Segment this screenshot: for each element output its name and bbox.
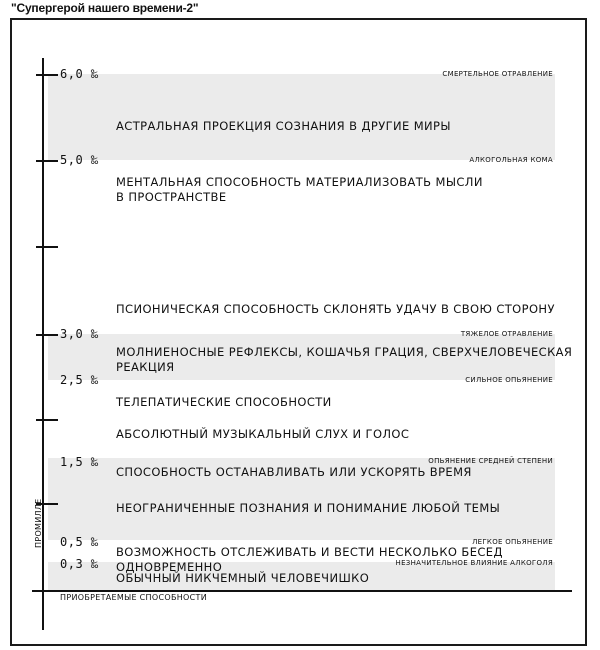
y-tick <box>36 246 58 248</box>
level-value: 3,0 ‰ <box>60 327 99 341</box>
state-label: ЛЕГКОЕ ОПЬЯНЕНИЕ <box>472 538 553 546</box>
ability-text: МОЛНИЕНОСНЫЕ РЕФЛЕКСЫ, КОШАЧЬЯ ГРАЦИЯ, СВЕРХЧЕЛОВЕЧЕСКАЯ РЕАКЦИЯ <box>116 345 573 374</box>
ability-text: ОБЫЧНЫЙ НИКЧЕМНЫЙ ЧЕЛОВЕЧИШКО <box>116 571 370 585</box>
level-value: 2,5 ‰ <box>60 373 99 387</box>
y-tick <box>36 160 58 162</box>
x-axis-label: ПРИОБРЕТАЕМЫЕ СПОСОБНОСТИ <box>60 593 207 602</box>
ability-text: СПОСОБНОСТЬ ОСТАНАВЛИВАТЬ ИЛИ УСКОРЯТЬ ВРЕМЯ <box>116 465 472 479</box>
state-label: НЕЗНАЧИТЕЛЬНОЕ ВЛИЯНИЕ АЛКОГОЛЯ <box>395 559 553 567</box>
ability-text: ПСИОНИЧЕСКАЯ СПОСОБНОСТЬ СКЛОНЯТЬ УДАЧУ В СВОЮ СТОРОНУ <box>116 302 555 316</box>
state-label: СМЕРТЕЛЬНОЕ ОТРАВЛЕНИЕ <box>442 70 553 78</box>
ability-text: АСТРАЛЬНАЯ ПРОЕКЦИЯ СОЗНАНИЯ В ДРУГИЕ МИРЫ <box>116 119 451 133</box>
y-tick <box>36 419 58 421</box>
state-label: АЛКОГОЛЬНАЯ КОМА <box>469 156 553 164</box>
state-label: ОПЬЯНЕНИЕ СРЕДНЕЙ СТЕПЕНИ <box>428 457 553 465</box>
ability-text: ВОЗМОЖНОСТЬ ОТСЛЕЖИВАТЬ И ВЕСТИ НЕСКОЛЬКО БЕСЕД ОДНОВРЕМЕННО <box>116 545 503 574</box>
level-value: 1,5 ‰ <box>60 455 99 469</box>
level-value: 6,0 ‰ <box>60 67 99 81</box>
y-tick <box>36 334 58 336</box>
ability-text: МЕНТАЛЬНАЯ СПОСОБНОСТЬ МАТЕРИАЛИЗОВАТЬ МЫСЛИ В ПРОСТРАНСТВЕ <box>116 175 483 204</box>
page-title: "Супергерой нашего времени-2" <box>11 1 199 15</box>
x-axis <box>32 590 572 592</box>
y-axis-label: ПРОМИЛЛЕ <box>34 498 43 548</box>
ability-text: АБСОЛЮТНЫЙ МУЗЫКАЛЬНЫЙ СЛУХ И ГОЛОС <box>116 427 410 441</box>
level-value: 0,5 ‰ <box>60 535 99 549</box>
state-label: СИЛЬНОЕ ОПЬЯНЕНИЕ <box>465 376 553 384</box>
level-value: 5,0 ‰ <box>60 153 99 167</box>
y-tick <box>36 74 58 76</box>
ability-text: ТЕЛЕПАТИЧЕСКИЕ СПОСОБНОСТИ <box>116 395 332 409</box>
ability-text: НЕОГРАНИЧЕННЫЕ ПОЗНАНИЯ И ПОНИМАНИЕ ЛЮБОЙ ТЕМЫ <box>116 501 501 515</box>
level-value: 0,3 ‰ <box>60 557 99 571</box>
band-6-0 <box>48 74 555 160</box>
state-label: ТЯЖЕЛОЕ ОТРАВЛЕНИЕ <box>460 330 553 338</box>
